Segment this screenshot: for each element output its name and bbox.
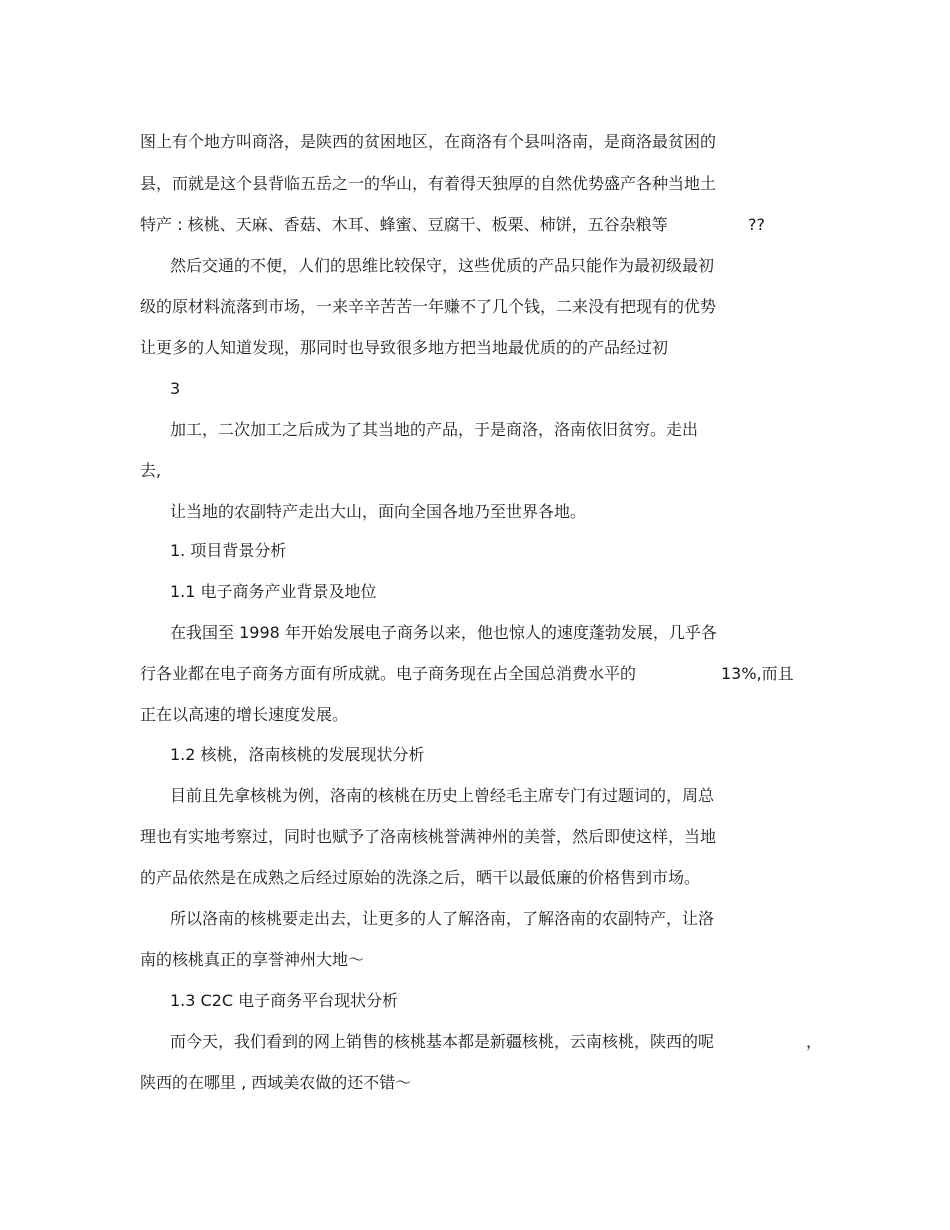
paragraph-line: 的产品依然是在成熟之后经过原始的洗涤之后，晒干以最低廉的价格售到市场。: [140, 868, 701, 887]
paragraph-line: 图上有个地方叫商洛，是陕西的贫困地区，在商洛有个县叫洛南，是商洛最贫困的: [140, 132, 717, 151]
paragraph-line: 所以洛南的核桃要走出去，让更多的人了解洛南，了解洛南的农副特产，让洛: [170, 909, 715, 928]
paragraph-line: 陕西的在哪里 , 西域美农做的还不错～: [140, 1073, 412, 1092]
paragraph-line: 而今天，我们看到的网上销售的核桃基本都是新疆核桃，云南核桃，陕西的呢: [170, 1032, 715, 1051]
section-heading: 1.2 核桃，洛南核桃的发展现状分析: [170, 745, 425, 764]
paragraph-line: ，: [806, 1032, 823, 1051]
paragraph-line: 让更多的人知道发现，那同时也导致很多地方把当地最优质的的产品经过初: [140, 338, 669, 357]
section-heading: 1. 项目背景分析: [170, 541, 287, 560]
paragraph-line: 然后交通的不便，人们的思维比较保守，这些优质的产品只能作为最初级最初: [170, 256, 715, 275]
paragraph-line: 去,: [140, 461, 162, 480]
section-heading: 1.3 C2C 电子商务平台现状分析: [170, 991, 399, 1010]
paragraph-line: 南的核桃真正的享誉神州大地～: [140, 950, 365, 969]
paragraph-line: 让当地的农副特产走出大山，面向全国各地乃至世界各地。: [170, 502, 587, 521]
paragraph-line: 特产 : 核桃、天麻、香菇、木耳、蜂蜜、豆腐干、板栗、柿饼，五谷杂粮等: [140, 215, 668, 234]
paragraph-line: 正在以高速的增长速度发展。: [140, 705, 349, 724]
paragraph-line: 13%,而且: [721, 664, 794, 683]
paragraph-line: 行各业都在电子商务方面有所成就。电子商务现在占全国总消费水平的: [140, 664, 637, 683]
paragraph-line: 在我国至 1998 年开始发展电子商务以来，他也惊人的速度蓬勃发展，几乎各: [170, 623, 717, 642]
section-heading: 1.1 电子商务产业背景及地位: [170, 582, 377, 601]
paragraph-line: 目前且先拿核桃为例，洛南的核桃在历史上曾经毛主席专门有过题词的，周总: [170, 786, 715, 805]
paragraph-line: 理也有实地考察过，同时也赋予了洛南核桃誉满神州的美誉，然后即使这样，当地: [140, 827, 717, 846]
paragraph-line: 县，而就是这个县背临五岳之一的华山，有着得天独厚的自然优势盛产各种当地土: [140, 174, 717, 193]
paragraph-line: 加工，二次加工之后成为了其当地的产品，于是商洛，洛南依旧贫穷。走出: [170, 420, 699, 439]
paragraph-line: 级的原材料流落到市场，一来辛辛苦苦一年赚不了几个钱，二来没有把现有的优势: [140, 297, 717, 316]
paragraph-line: ??: [748, 215, 765, 234]
page-number: 3: [170, 379, 181, 398]
